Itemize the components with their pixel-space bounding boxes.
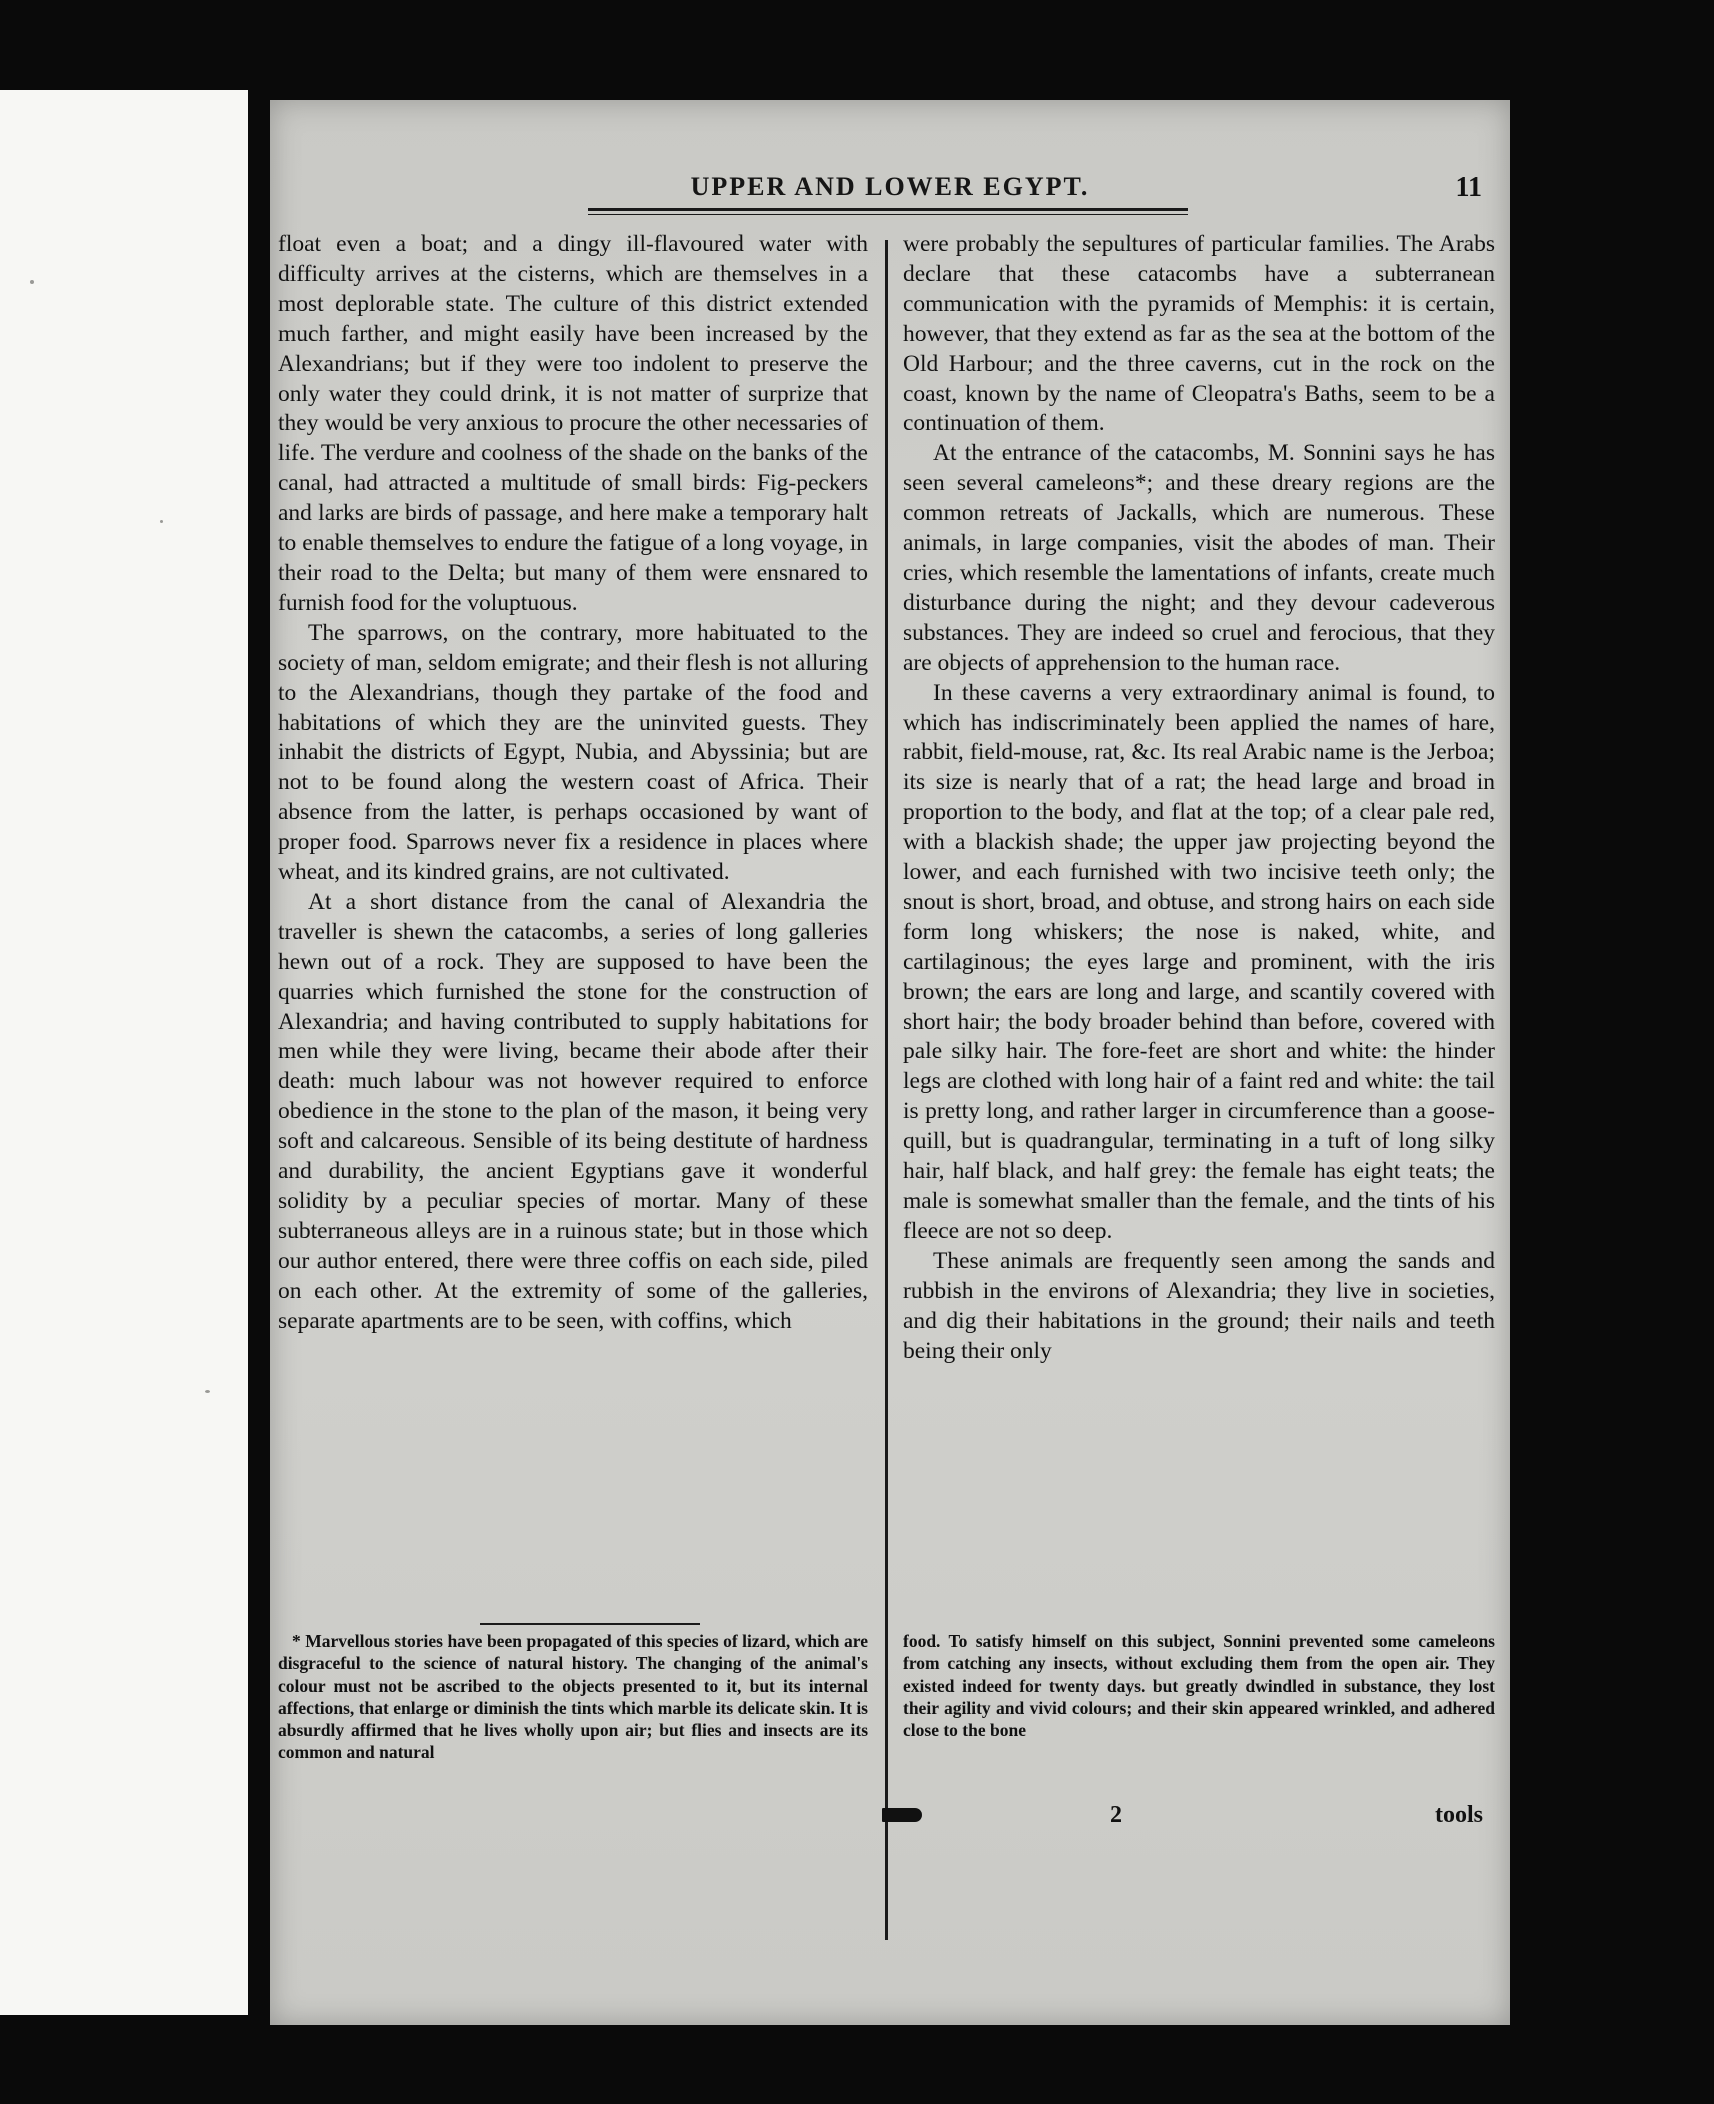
paper-speck bbox=[30, 280, 34, 284]
page-number: 11 bbox=[1455, 172, 1482, 203]
page-header bbox=[270, 172, 1510, 212]
signature-mark: 2 bbox=[1110, 1802, 1122, 1828]
footnote-right bbox=[903, 1630, 1495, 1741]
paper-speck bbox=[160, 520, 163, 523]
facing-page-blank bbox=[0, 90, 248, 2015]
paragraph: were probably the sepultures of particular families. The Arabs declare that these catacombs have a subterranean communication with the pyramids of Memphis: it is certain, however, that they extend as far as the sea at the bottom of the Old Harbour; and the three caverns, cut in the rock on the coast, known by the name of Cleopatra's Baths, seem to be a continuation of them. bbox=[903, 231, 1495, 437]
paper-speck bbox=[205, 1390, 210, 1393]
header-rule-thin bbox=[588, 214, 1188, 215]
paragraph: In these caverns a very extraordinary animal is found, to which has indiscriminately been applied the names of hare, rabbit, field-mouse, rat, &c. Its real Arabic name is the Jerboa; its size is nearly that of a rat; the head large and broad in proportion to the body, and flat at the top; of a clear pale red, with a blackish shade; the upper jaw projecting beyond the lower, and each furnished with two incisive teeth only; the snout is short, broad, and obtuse, and strong hairs on each side form long whiskers; the nose is naked, white, and cartilaginous; the eyes large and prominent, with the iris brown; the ears are long and large, and scantily covered with short hair; the body broader behind than before, covered with pale silky hair. The fore-feet are short and white: the hinder legs are clothed with long hair of a faint red and white: the tail is pretty long, and rather larger in circumference than a goose-quill, but is quadrangular, terminating in a tuft of long silky hair, half black, and half grey: the female has eight teats; the male is somewhat smaller than the female, and the tints of his fleece are not so deep. bbox=[903, 679, 1495, 1244]
footnote-text: food. To satisfy himself on this subject, Sonnini prevented some cameleons from catching any insects, without excluding them from the open air. They existed indeed for twenty days. but greatly dwindled in substance, they lost their agility and vivid colours; and their skin appeared wrinkled, and adhered close to the bone bbox=[903, 1631, 1495, 1741]
footnote-left bbox=[278, 1630, 868, 1764]
running-head: UPPER AND LOWER EGYPT. bbox=[690, 172, 1090, 201]
scanned-page bbox=[270, 100, 1510, 2025]
paragraph: The sparrows, on the contrary, more habituated to the society of man, seldom emigrate; and their flesh is not alluring to the Alexandrians, though they partake of the food and habitations of which they are the uninvited guests. They inhabit the districts of Egypt, Nubia, and Abyssinia; but are not to be found along the western coast of Africa. Their absence from the latter, is perhaps occasioned by want of proper food. Sparrows never fix a residence in places where wheat, and its kindred grains, are not cultivated. bbox=[278, 619, 868, 886]
footnote-text: * Marvellous stories have been propagated of this species of lizard, which are disgraceful to the science of natural history. The changing of the animal's colour must not be ascribed to the objects presented to it, but its internal affections, that enlarge or diminish the tints which marble its delicate skin. It is absurdly affirmed that he lives wholly upon air; but flies and insects are its common and natural bbox=[278, 1631, 868, 1763]
paragraph: These animals are frequently seen among the sands and rubbish in the environs of Alexandria; they live in societies, and dig their habitations in the ground; their nails and teeth being their only bbox=[903, 1247, 1495, 1364]
footnote-rule bbox=[480, 1623, 700, 1625]
header-rule bbox=[588, 208, 1188, 211]
bottom-margin bbox=[270, 1860, 1510, 2025]
paragraph: At the entrance of the catacombs, M. Sonnini says he has seen several cameleons*; and these dreary regions are the common retreats of Jackalls, which are numerous. These animals, in large companies, visit the abodes of man. Their cries, which resemble the lamentations of infants, create much disturbance during the night; and they devour cadeverous substances. They are indeed so cruel and ferocious, that they are objects of apprehension to the human race. bbox=[903, 440, 1495, 676]
ink-blot bbox=[882, 1808, 922, 1822]
column-divider bbox=[885, 240, 888, 1940]
paragraph: At a short distance from the canal of Alexandria the traveller is shewn the catacombs, a series of long galleries hewn out of a rock. They are supposed to have been the quarries which furnished the stone for the construction of Alexandria; and having contributed to supply habitations for men while they were living, became their abode after their death: much labour was not however required to enforce obedience in the stone to the plan of the mason, it being very soft and calcareous. Sensible of its being destitute of hardness and durability, the ancient Egyptians gave it wonderful solidity by a peculiar species of mortar. Many of these subterraneous alleys are in a ruinous state; but in those which our author entered, there were three coffis on each side, piled on each other. At the extremity of some of the galleries, separate apartments are to be seen, with coffins, which bbox=[278, 888, 868, 1334]
left-column bbox=[278, 230, 868, 1337]
catchword: tools bbox=[1435, 1802, 1483, 1828]
paragraph: float even a boat; and a dingy ill-flavoured water with difficulty arrives at the cisterns, which are themselves in a most deplorable state. The culture of this district extended much farther, and might easily have been increased by the Alexandrians; but if they were too indolent to preserve the only water they could drink, it is not matter of surprize that they would be very anxious to procure the other necessaries of life. The verdure and coolness of the shade on the banks of the canal, had attracted a multitude of small birds: Fig-peckers and larks are birds of passage, and here make a temporary halt to enable themselves to endure the fatigue of a long voyage, in their road to the Delta; but many of them were ensnared to furnish food for the voluptuous. bbox=[278, 231, 868, 616]
right-column bbox=[903, 230, 1495, 1366]
